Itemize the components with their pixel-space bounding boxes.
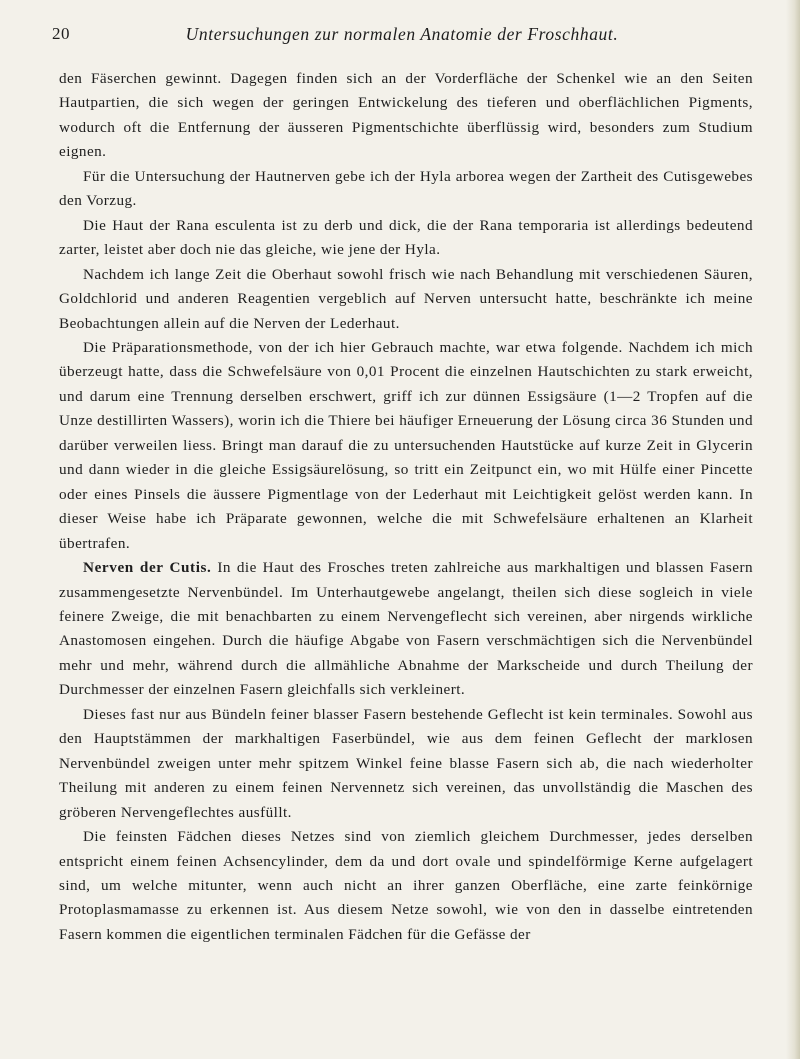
paragraph-8 — [59, 825, 753, 947]
paragraph-3 — [59, 214, 753, 263]
body-text — [59, 67, 753, 947]
paragraph-text: Dieses fast nur aus Bündeln feiner blasser Fasern bestehende Geflecht ist kein terminales. Sowohl aus den Hauptstämmen der markhaltigen Faserbündel, wie aus dem feinen Geflecht der marklosen Nervenbündel zweigen unter mehr spitzem Winkel feine blasse Fasern sich ab, die nach wiederholter Theilung mit anderen zu einem feinen Nervennetz sich vereinen, das unvollständig die Maschen des gröberen Nervengeflechtes ausfüllt. — [59, 705, 753, 821]
paragraph-text: Die Präparationsmethode, von der ich hier Gebrauch machte, war etwa folgende. Nachdem ich mich überzeugt hatte, dass die Schwefelsäure von 0,01 Procent die einzelnen Hautschichten zu stark erweicht, und darum eine Trennung derselben erschwert, griff ich zur dünnen Essigsäure (1—2 Tropfen auf die Unze destillirten Wassers), worin ich die Thiere bei häufiger Erneuerung der Lösung circa 36 Stunden und darüber verweilen liess. Bringt man darauf die zu untersuchenden Hautstücke auf kurze Zeit in Glycerin und dann wieder in die gleiche Essigsäurelösung, so tritt ein Zeitpunct ein, wo mit Hülfe einer Pincette oder eines Pinsels die äussere Pigmentlage von der Lederhaut mit Leichtigkeit gelöst werden kann. In dieser Weise habe ich Präparate gewonnen, welche die mit Schwefelsäure erhaltenen an Klarheit übertrafen. — [59, 338, 753, 552]
paragraph-5 — [59, 336, 753, 556]
paragraph-text: den Fäserchen gewinnt. Dagegen finden sich an der Vorderfläche der Schenkel wie an den Seiten Hautpartien, die sich wegen der geringen Entwickelung des tieferen und oberflächlichen Pigments, wodurch oft die Entfernung der äusseren Pigmentschichte überflüssig wird, besonders zum Studium eignen. — [59, 70, 753, 161]
running-title: Untersuchungen zur normalen Anatomie der Froschhaut. — [185, 24, 619, 44]
page-header — [52, 24, 752, 48]
section-heading: Nerven der Cutis. — [83, 559, 212, 577]
paragraph-text: Die Haut der Rana esculenta ist zu derb und dick, die der Rana temporaria ist allerdings bedeutend zarter, leistet aber doch nie das gleiche, wie jene der Hyla. — [59, 216, 753, 259]
page-number: 20 — [52, 24, 70, 43]
page-edge-shadow — [786, 0, 800, 1059]
paragraph-7 — [59, 703, 753, 825]
paragraph-text: Für die Untersuchung der Hautnerven gebe ich der Hyla arborea wegen der Zartheit des Cutisgewebes den Vorzug. — [59, 167, 753, 210]
paragraph-1 — [59, 67, 753, 165]
paragraph-2 — [59, 165, 753, 214]
paragraph-4 — [59, 263, 753, 336]
paragraph-text: Nachdem ich lange Zeit die Oberhaut sowohl frisch wie nach Behandlung mit verschiedenen Säuren, Goldchlorid und anderen Reagentien vergeblich auf Nerven untersucht hatte, beschränkte ich meine Beobachtungen allein auf die Nerven der Lederhaut. — [59, 265, 753, 332]
paragraph-text: Die feinsten Fädchen dieses Netzes sind von ziemlich gleichem Durchmesser, jedes derselben entspricht einem feinen Achsencylinder, dem da und dort ovale und spindelförmige Kerne aufgelagert sind, um welche mitunter, wenn auch nicht an ihrer ganzen Oberfläche, eine zarte feinkörnige Protoplasmamasse zu erkennen ist. Aus diesem Netze sowohl, wie von den in dasselbe eintretenden Fasern kommen die eigentlichen terminalen Fädchen für die Gefässe der — [59, 828, 753, 943]
paragraph-text: In die Haut des Frosches treten zahlreiche aus markhaltigen und blassen Fasern zusammengesetzte Nervenbündel. Im Unterhautgewebe angelangt, theilen sich diese sogleich in viele feinere Zweige, die mit benachbarten zu einem Nervengeflecht sich vereinen, aber nirgends wirkliche Anastomosen eingehen. Durch die häufige Abgabe von Fasern verschmächtigen sich die Nervenbündel mehr und mehr, während durch die allmähliche Abnahme der Markscheide und durch Theilung der Durchmesser der einzelnen Fasern gleichfalls sich verkleinert. — [59, 559, 753, 699]
paragraph-6 — [59, 556, 753, 703]
